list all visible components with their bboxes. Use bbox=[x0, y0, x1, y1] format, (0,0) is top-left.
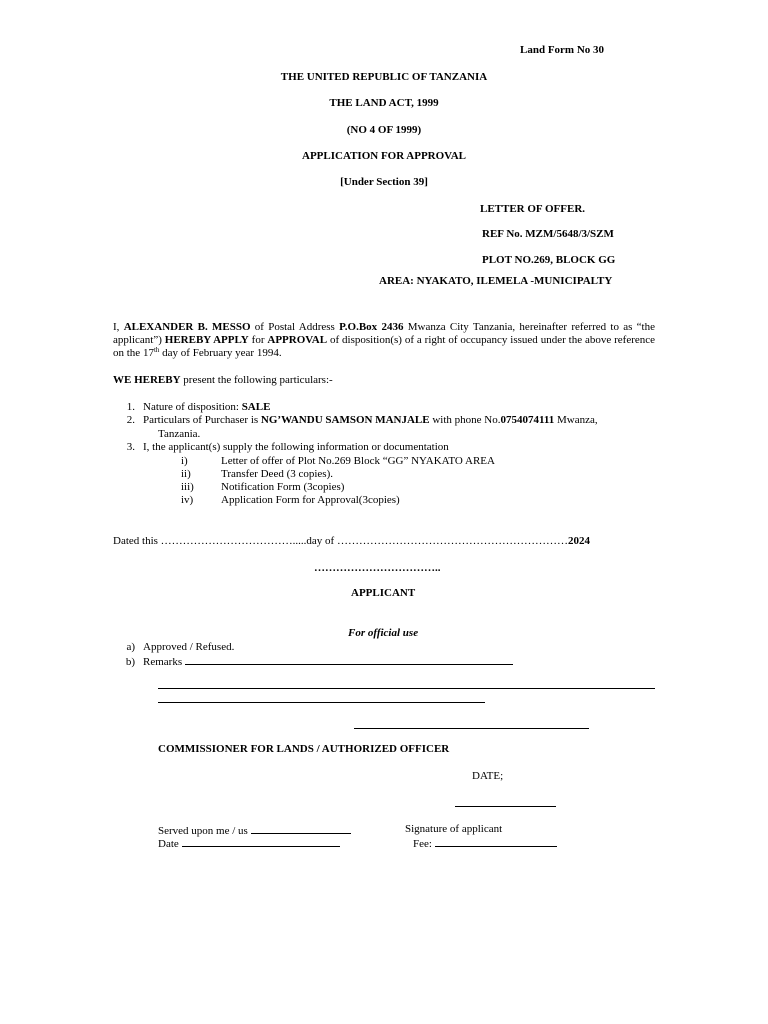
remarks-line bbox=[158, 702, 485, 703]
sub-list-item bbox=[181, 481, 344, 494]
list-number: 1. bbox=[126, 401, 135, 413]
approved-refused: Approved / Refused. bbox=[143, 641, 235, 653]
act-title: THE LAND ACT, 1999 bbox=[329, 97, 439, 109]
particulars-text: present the following particulars:- bbox=[180, 374, 333, 386]
remarks-label: Remarks bbox=[143, 656, 185, 668]
particulars-line bbox=[113, 374, 333, 387]
list-item-continuation: Tanzania. bbox=[158, 428, 201, 440]
letter-of-offer: LETTER OF OFFER. bbox=[480, 203, 586, 215]
list-text: with phone No. bbox=[429, 414, 501, 426]
list-text: Particulars of Purchaser is bbox=[143, 414, 261, 426]
list-item bbox=[113, 414, 598, 427]
footer-date-line bbox=[158, 836, 340, 851]
disposition-value: SALE bbox=[241, 401, 271, 413]
commissioner-title: COMMISSIONER FOR LANDS / AUTHORIZED OFFICER bbox=[158, 743, 450, 755]
sub-list-item bbox=[181, 455, 495, 468]
we-hereby: WE HEREBY bbox=[113, 374, 181, 386]
hereby-apply: HEREBY APPLY bbox=[164, 334, 249, 346]
dated-line bbox=[113, 535, 590, 548]
official-item-letter: a) bbox=[126, 641, 135, 653]
list-text: Mwanza, bbox=[554, 414, 598, 426]
intro-text: Mwanza City Tanzania, hereinafter referred to as “the applicant”) bbox=[113, 321, 655, 346]
official-item-remarks bbox=[113, 654, 513, 669]
intro-text: for bbox=[248, 334, 268, 346]
list-text: Nature of disposition: bbox=[143, 401, 242, 413]
signature-of-applicant: Signature of applicant bbox=[405, 823, 503, 835]
intro-text: of disposition(s) of a right of occupancy issued under the above reference on the 17 bbox=[113, 334, 656, 359]
act-number: (NO 4 OF 1999) bbox=[346, 124, 422, 136]
applicant-name: ALEXANDER B. MESSO bbox=[123, 321, 251, 333]
intro-paragraph bbox=[113, 321, 655, 360]
intro-text: of Postal Address bbox=[250, 321, 340, 333]
sub-list-number: ii) bbox=[181, 468, 191, 480]
sub-list-text: Transfer Deed (3 copies). bbox=[221, 468, 334, 480]
sub-list-number: iii) bbox=[181, 481, 194, 493]
list-item bbox=[113, 441, 449, 454]
list-text: I, the applicant(s) supply the following information or documentation bbox=[143, 441, 449, 453]
sub-list-item bbox=[181, 468, 333, 481]
application-title: APPLICATION FOR APPROVAL bbox=[302, 150, 466, 162]
postal-address: P.O.Box 2436 bbox=[339, 321, 404, 333]
sub-list-number: i) bbox=[181, 455, 188, 467]
list-item bbox=[113, 401, 270, 414]
footer-date-label: Date bbox=[158, 838, 182, 850]
approval: APPROVAL bbox=[267, 334, 328, 346]
intro-text: day of February year 1994. bbox=[159, 347, 282, 359]
footer-date-underline bbox=[182, 836, 340, 847]
area: AREA: NYAKATO, ILEMELA -MUNICIPALTY bbox=[379, 275, 613, 287]
sub-list-number: iv) bbox=[181, 494, 194, 506]
served-label: Served upon me / us bbox=[158, 825, 251, 837]
republic-title: THE UNITED REPUBLIC OF TANZANIA bbox=[280, 71, 488, 83]
remarks-line bbox=[185, 654, 513, 665]
purchaser-name: NG’WANDU SAMSON MANJALE bbox=[260, 414, 430, 426]
ordinal-suffix: th bbox=[153, 346, 160, 354]
list-number: 2. bbox=[126, 414, 135, 426]
sub-list-item bbox=[181, 494, 400, 507]
official-item-letter: b) bbox=[125, 656, 135, 668]
served-line bbox=[251, 823, 351, 834]
sub-list-text: Application Form for Approval(3copies) bbox=[221, 494, 400, 506]
form-number: Land Form No 30 bbox=[520, 44, 605, 56]
official-use-heading: For official use bbox=[348, 627, 419, 639]
plot-number: PLOT NO.269, BLOCK GG bbox=[482, 254, 616, 266]
fee-label: Fee: bbox=[413, 838, 435, 850]
dated-text: Dated this ……………………………….....day of ……………………………………………………… bbox=[113, 535, 568, 547]
section-reference: [Under Section 39] bbox=[340, 176, 428, 188]
dated-year: 2024 bbox=[567, 535, 590, 547]
sub-list-text: Notification Form (3copies) bbox=[221, 481, 345, 493]
commissioner-signature-line bbox=[354, 728, 589, 729]
applicant-label: APPLICANT bbox=[351, 587, 416, 599]
fee-underline bbox=[435, 836, 557, 847]
fee-line bbox=[413, 836, 557, 851]
date-line bbox=[455, 806, 556, 807]
remarks-line bbox=[158, 688, 655, 689]
list-number: 3. bbox=[126, 441, 135, 453]
sub-list-text: Letter of offer of Plot No.269 Block “GG” NYAKATO AREA bbox=[221, 455, 495, 467]
ref-number: REF No. MZM/5648/3/SZM bbox=[482, 228, 614, 240]
signature-dots: …………………………….. bbox=[314, 562, 441, 574]
official-item-approved bbox=[113, 641, 234, 654]
date-label: DATE; bbox=[472, 770, 504, 782]
purchaser-phone: 0754074111 bbox=[500, 414, 555, 426]
intro-text: I, bbox=[113, 321, 124, 333]
